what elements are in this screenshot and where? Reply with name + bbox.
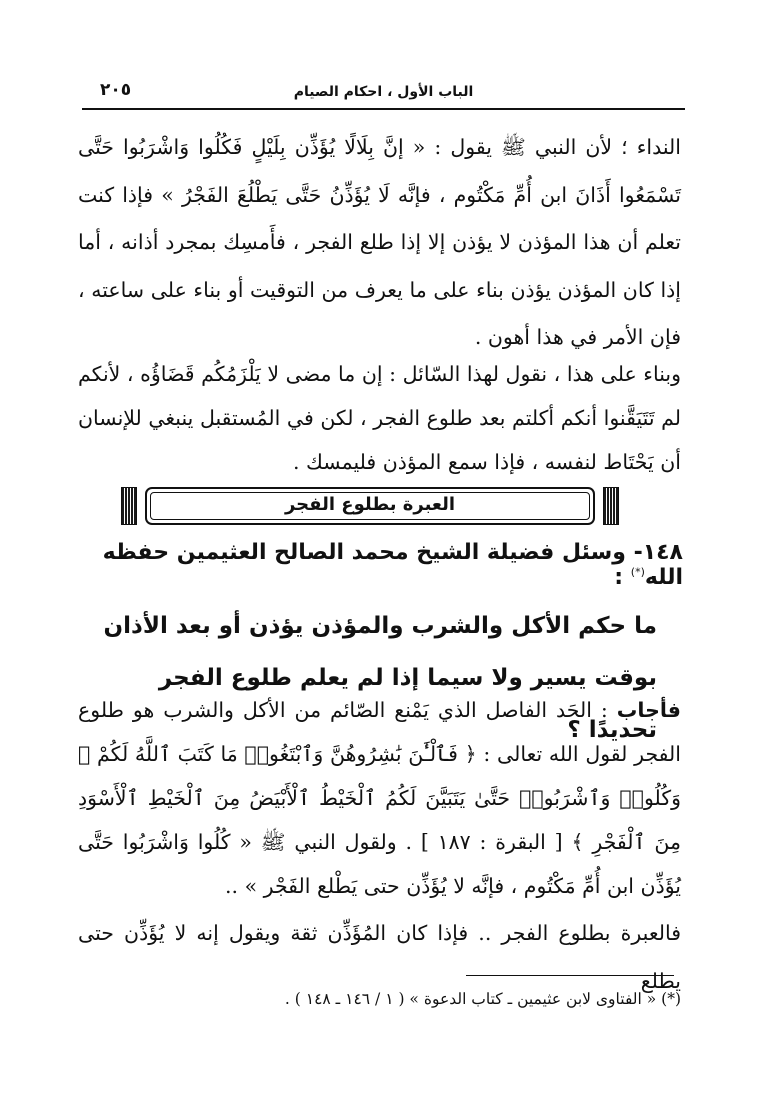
question-heading-text: ١٤٨- وسئل فضيلة الشيخ محمد الصالح العثيمين حفظه الله (102, 540, 683, 590)
answer-lead: فأجاب (616, 698, 681, 722)
footnote-divider (466, 975, 674, 976)
section-banner (121, 487, 619, 525)
page-number: ٢٠٥ (100, 80, 132, 100)
page-header (82, 78, 685, 110)
closing-paragraph: فالعبرة بطلوع الفجر .. فإذا كان المُؤَذِّن ثقة ويقول إنه لا يُؤَذِّن حتى يطلع (78, 921, 681, 993)
section-title: العبرة بطلوع الفجر (284, 494, 456, 515)
heading-colon: : (614, 565, 624, 590)
running-title: الباب الأول ، احكام الصيام (293, 84, 474, 100)
answer-text: : الحَد الفاصل الذي يَمْنع الصّائم من الأكل والشرب هو طلوع الفجر لقول الله تعالى : ﴿ فَٱلْـَٰٔنَ بَٰشِرُوهُنَّ وَٱبْتَغُوا۟ مَا كَتَبَ ٱللَّهُ لَكُمْ ۚ وَكُلُوا۟ وَٱشْرَبُوا۟ حَتَّىٰ يَتَبَيَّنَ لَكُمُ ٱلْخَيْطُ ٱلْأَبْيَضُ مِنَ ٱلْخَيْطِ ٱلْأَسْوَدِ مِنَ ٱلْفَجْرِ ﴾ [ البقرة : ١٨٧ ] . ولقول النبي ﷺ « كُلُوا وَاشْرَبُوا حَتَّى يُؤَذِّن ابن أُمِّ مَكْتُوم ، فإنَّه لا يُؤَذِّن حتى يَطْلع الفَجْر » .. (78, 698, 681, 898)
question-text: ما حكم الأكل والشرب والمؤذن يؤذن أو بعد الأذان بوقت يسير ولا سيما إذا لم يعلم طلوع الفجر تحديدًا ؟ (103, 613, 657, 743)
footnote: (*) « الفتاوى لابن عثيمين ـ كتاب الدعوة » ( ١ / ١٤٦ ـ ١٤٨ ) . (284, 990, 681, 1008)
footnote-reference: (*) (630, 565, 645, 579)
answer-paragraph (78, 688, 681, 908)
paragraph-1: النداء ؛ لأن النبي ﷺ يقول : « إنَّ بِلَالًا يُؤَذِّن بِلَيْلٍ فَكُلُوا وَاشْرَبُوا حَتَّى تَسْمَعُوا أَذَانَ ابن أُمِّ مَكْتُوم ، فإنَّه لَا يُؤَذِّنُ حَتَّى يَطْلُعَ الفَجْرُ » فإذا كنت تعلم أن هذا المؤذن لا يؤذن إلا إذا طلع الفجر ، فأَمسِك بمجرد أذانه ، أما إذا كان المؤذن يؤذن بناء على ما يعرف من التوقيت أو بناء على ساعته ، فإن الأمر في هذا أهون . (78, 135, 681, 349)
question-heading (78, 540, 683, 590)
paragraph-2: وبناء على هذا ، نقول لهذا السّائل : إن ما مضى لا يَلْزَمُكُم قَضَاؤُه ، لأنكم لم تَتَيَقَّنوا أنكم أكلتم بعد طلوع الفجر ، لكن في المُستقبل ينبغي للإنسان أن يَحْتَاط لنفسه ، فإذا سمع المؤذن فليمسك . (78, 362, 681, 474)
